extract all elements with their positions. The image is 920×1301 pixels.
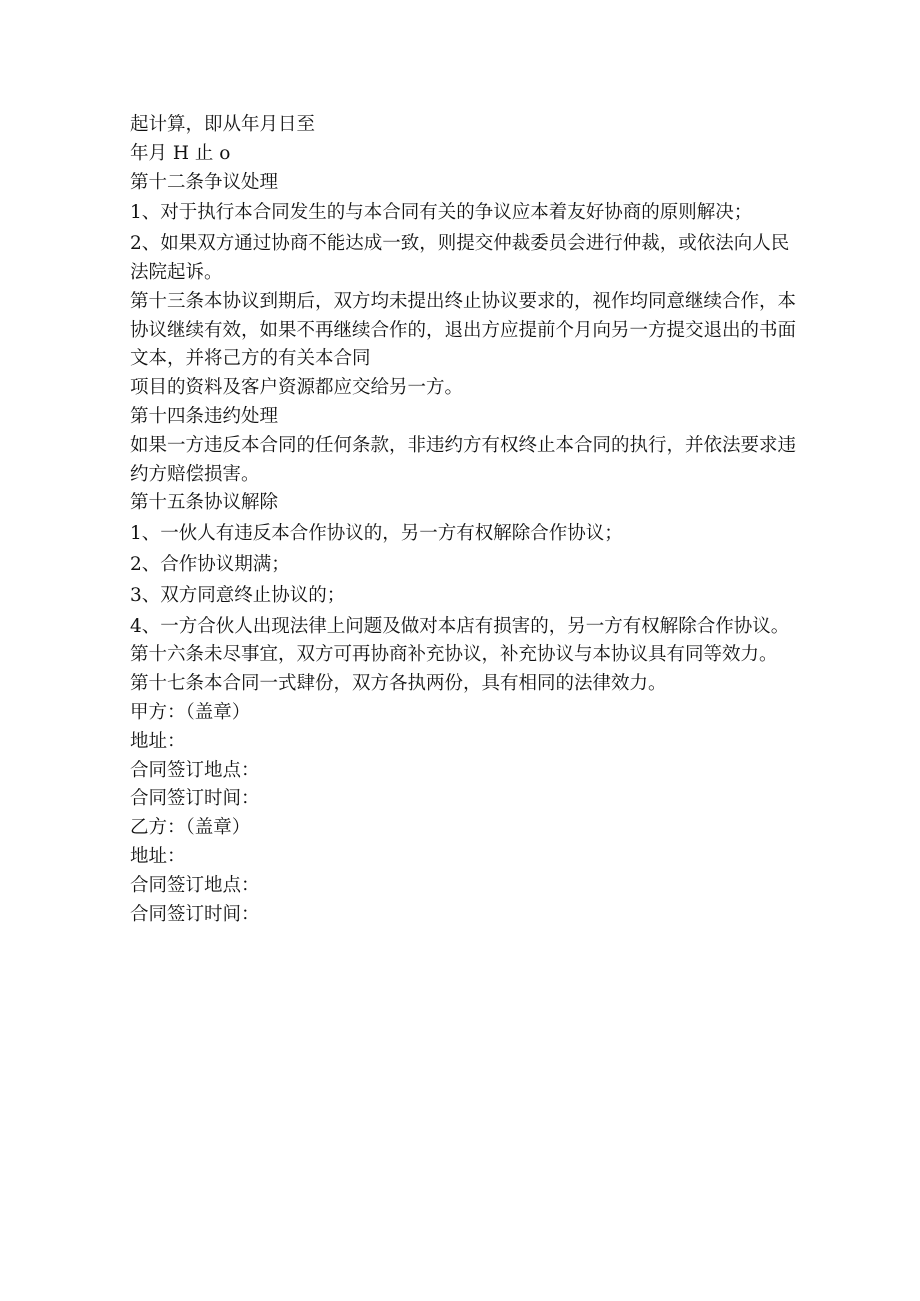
text-line: 年月 H 止 o bbox=[130, 142, 231, 164]
clause-paragraph: 第十六条未尽事宜，双方可再协商补充协议，补充协议与本协议具有同等效力。 bbox=[130, 644, 778, 666]
party-b-address: 地址： bbox=[130, 845, 186, 867]
clause-paragraph: 如果一方违反本合同的任何条款，非违约方有权终止本合同的执行，并依法要求违约方赔偿损害。 bbox=[130, 434, 797, 485]
clause-item: 1、对于执行本合同发生的与本合同有关的争议应本着友好协商的原则解决； bbox=[130, 202, 753, 224]
clause-paragraph: 第十三条本协议到期后，双方均未提出终止协议要求的，视作均同意继续合作，本协议继续有效，如果不再继续合作的，退出方应提前个月向另一方提交退出的书面文本，并将己方的有关本合同 bbox=[130, 290, 797, 370]
party-a-label: 甲方：（盖章） bbox=[130, 701, 251, 723]
party-b-sign-place: 合同签订地点： bbox=[130, 874, 260, 896]
clause-item: 1、一伙人有违反本合作协议的，另一方有权解除合作协议； bbox=[130, 523, 623, 545]
party-b-label: 乙方：（盖章） bbox=[130, 817, 251, 839]
clause-item: 2、如果双方通过协商不能达成一致，则提交仲裁委员会进行仲裁，或依法向人民法院起诉。 bbox=[130, 233, 790, 283]
clause-item: 4、一方合伙人出现法律上问题及做对本店有损害的，另一方有权解除合作协议。 bbox=[130, 615, 790, 637]
text-line: 项目的资料及客户资源都应交给另一方。 bbox=[130, 377, 464, 399]
document-body bbox=[130, 111, 800, 929]
section-heading: 第十四条违约处理 bbox=[130, 405, 279, 427]
text-line: 起计算，即从年月日至 bbox=[130, 114, 316, 135]
section-heading: 第十五条协议解除 bbox=[130, 492, 279, 514]
party-a-address: 地址： bbox=[130, 730, 186, 752]
clause-item: 2、合作协议期满； bbox=[130, 553, 290, 575]
clause-item: 3、双方同意终止协议的； bbox=[130, 584, 346, 606]
party-b-sign-time: 合同签订时间： bbox=[130, 903, 260, 925]
party-a-sign-place: 合同签订地点： bbox=[130, 759, 260, 781]
party-a-sign-time: 合同签订时间： bbox=[130, 788, 260, 810]
section-heading: 第十二条争议处理 bbox=[130, 171, 279, 193]
clause-paragraph: 第十七条本合同一式肆份，双方各执两份，具有相同的法律效力。 bbox=[130, 673, 667, 695]
